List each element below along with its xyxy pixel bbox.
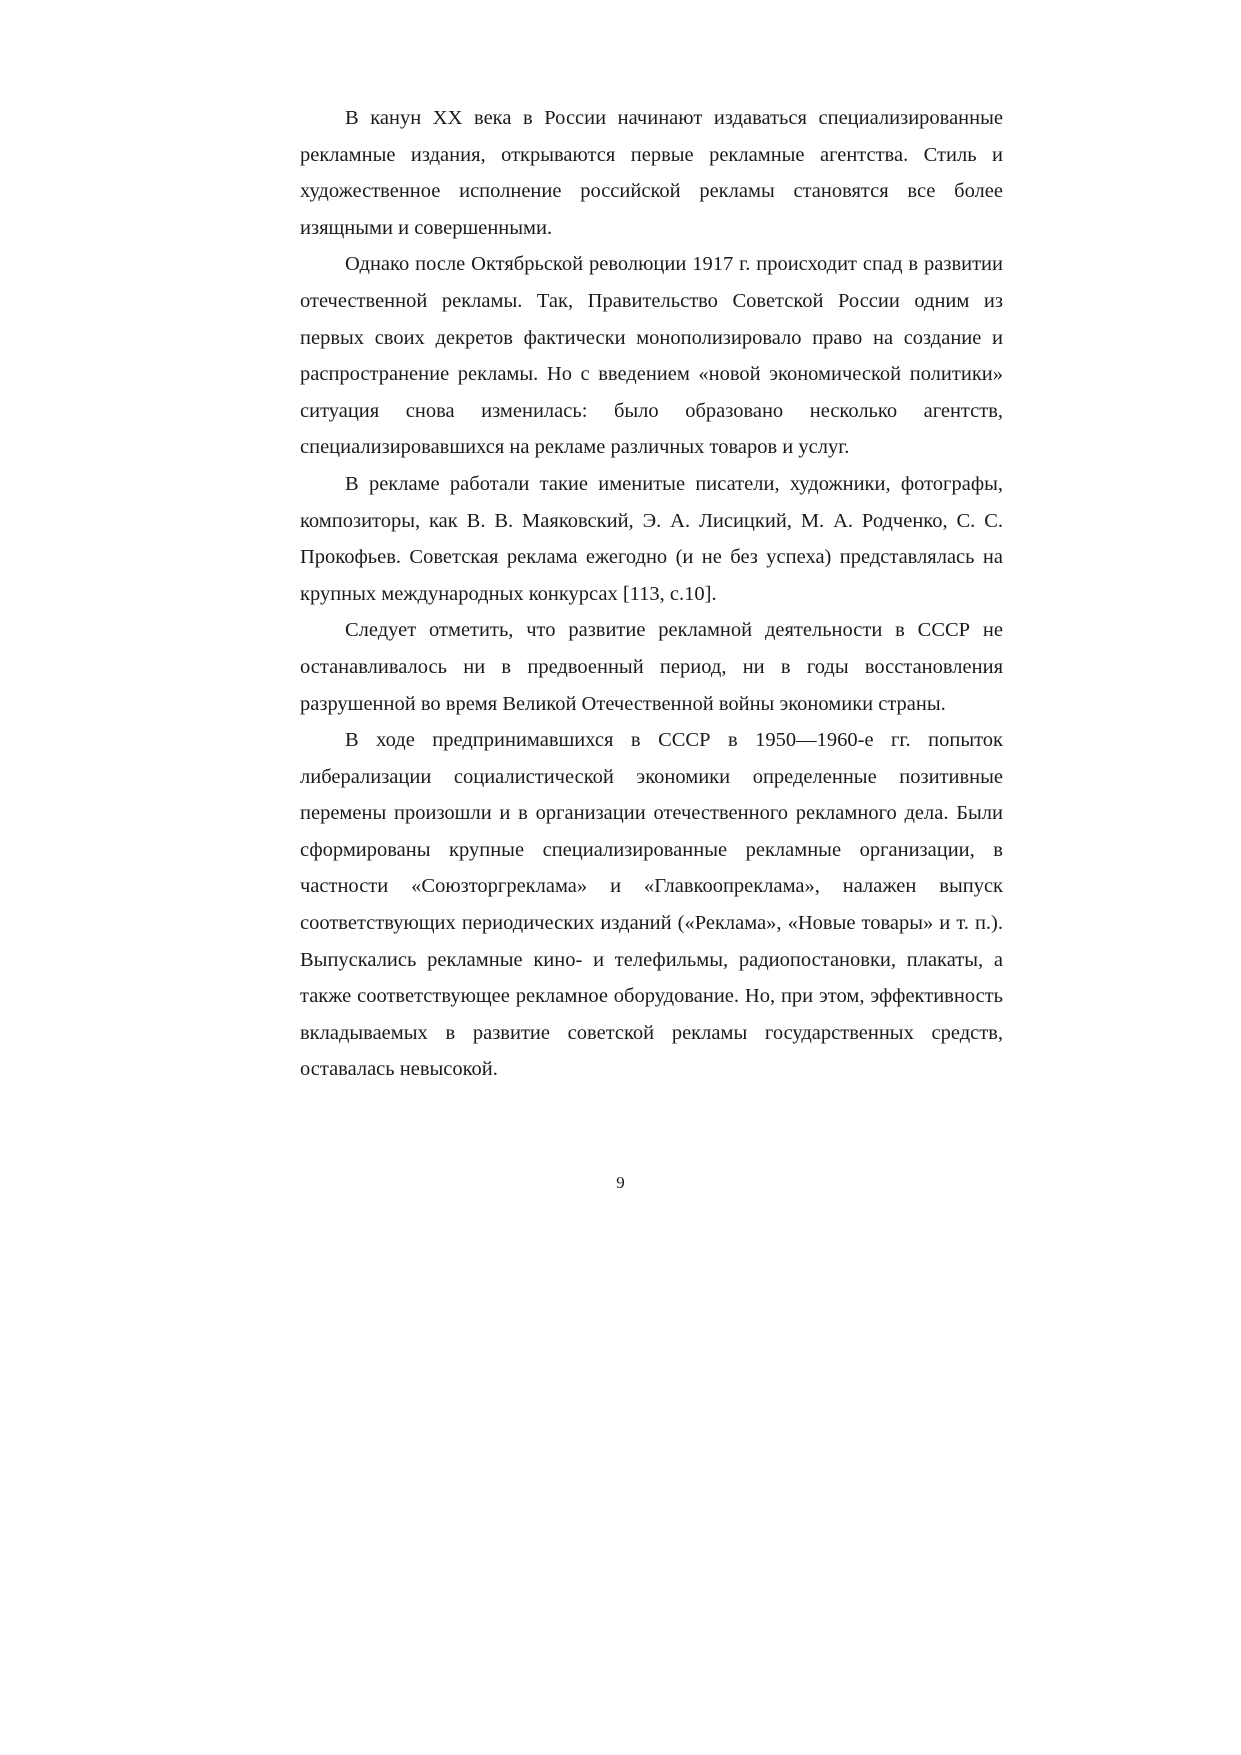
body-text: [300, 100, 1003, 1088]
paragraph-5: В ходе предпринимавшихся в СССР в 1950—1960-е гг. попыток либерализации социалистической экономики определенные позитивные перемены произошли и в организации отечественного рекламного дела. Были сформированы крупные специализированные рекламные организации, в частности «Союзторгреклама» и «Главкоопреклама», налажен выпуск соответствующих периодических изданий («Реклама», «Новые товары» и т. п.). Выпускались рекламные кино- и телефильмы, радиопостановки, плакаты, а также соответствующее рекламное оборудование. Но, при этом, эффективность вкладываемых в развитие советской рекламы государственных средств, оставалась невысокой.: [300, 729, 1003, 1081]
paragraph-2: Однако после Октябрьской революции 1917 г. происходит спад в развитии отечественной рекламы. Так, Правительство Советской России одним из первых своих декретов фактически монополизировало право на создание и распространение рекламы. Но с введением «новой экономической политики» ситуация снова изменилась: было образовано несколько агентств, специализировавшихся на рекламе различных товаров и услуг.: [300, 253, 1003, 459]
paragraph-4: Следует отметить, что развитие рекламной деятельности в СССР не останавливалось ни в предвоенный период, ни в годы восстановления разрушенной во время Великой Отечественной войны экономики страны.: [300, 619, 1003, 715]
page-number: 9: [616, 1173, 625, 1192]
paragraph-3: В рекламе работали такие именитые писатели, художники, фотографы, композиторы, как В. В. Маяковский, Э. А. Лисицкий, М. А. Родченко, С. С. Прокофьев. Советская реклама ежегодно (и не без успеха) представлялась на крупных международных конкурсах [113, с.10].: [300, 472, 1003, 605]
paragraph-1: В канун XX века в России начинают издаваться специализированные рекламные издания, открываются первые рекламные агентства. Стиль и художественное исполнение российской рекламы становятся все более изящными и совершенными.: [300, 107, 1003, 239]
